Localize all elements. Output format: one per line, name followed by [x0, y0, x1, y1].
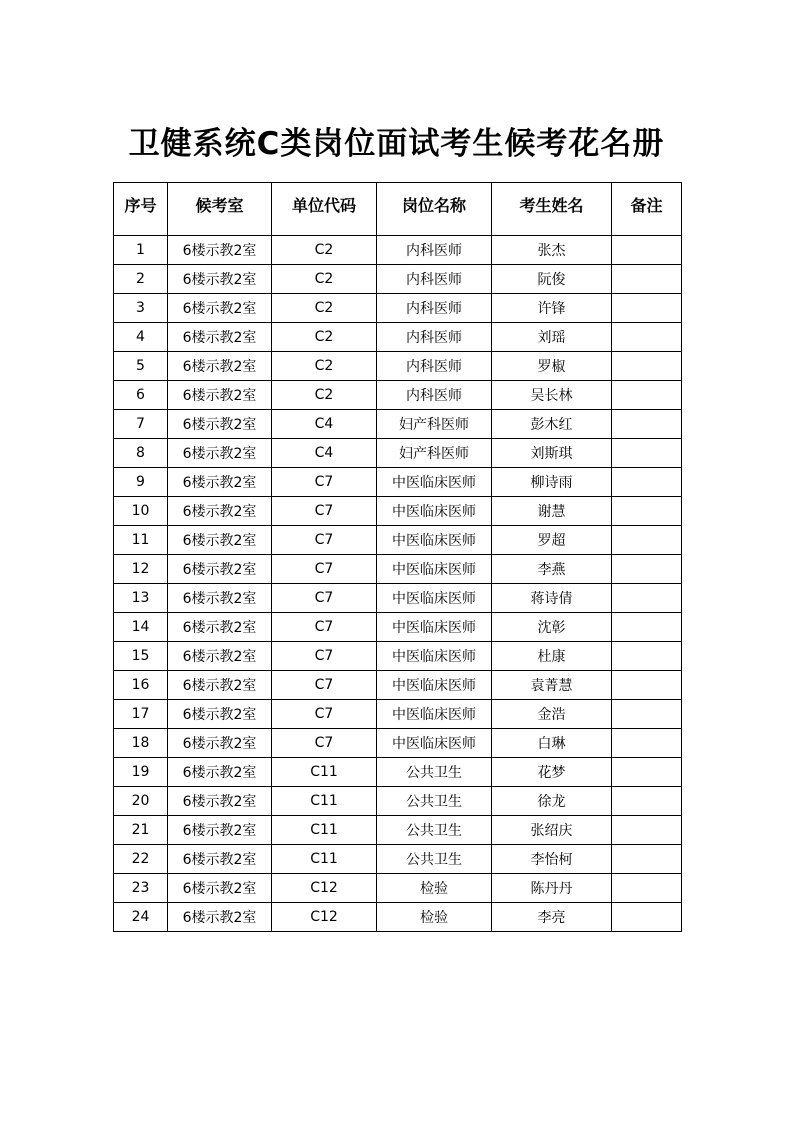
cell-room: 6楼示教2室 [168, 729, 272, 758]
cell-unit-code: C2 [272, 265, 377, 294]
cell-remarks [612, 584, 682, 613]
table-row [114, 758, 682, 787]
cell-candidate-name: 金浩 [492, 700, 612, 729]
cell-seq: 16 [114, 671, 168, 700]
cell-unit-code: C2 [272, 236, 377, 265]
table-row [114, 236, 682, 265]
cell-candidate-name: 李亮 [492, 903, 612, 932]
cell-post-name: 中医临床医师 [377, 497, 492, 526]
cell-seq: 9 [114, 468, 168, 497]
cell-candidate-name: 许锋 [492, 294, 612, 323]
cell-seq: 24 [114, 903, 168, 932]
cell-candidate-name: 彭木红 [492, 410, 612, 439]
table-header-row [114, 183, 682, 236]
cell-remarks [612, 468, 682, 497]
cell-post-name: 中医临床医师 [377, 700, 492, 729]
header-candidate: 考生姓名 [492, 183, 612, 236]
cell-seq: 21 [114, 816, 168, 845]
cell-seq: 22 [114, 845, 168, 874]
table-row [114, 352, 682, 381]
cell-unit-code: C7 [272, 526, 377, 555]
cell-post-name: 中医临床医师 [377, 468, 492, 497]
cell-seq: 4 [114, 323, 168, 352]
cell-room: 6楼示教2室 [168, 758, 272, 787]
cell-room: 6楼示教2室 [168, 410, 272, 439]
cell-seq: 11 [114, 526, 168, 555]
cell-remarks [612, 700, 682, 729]
cell-room: 6楼示教2室 [168, 903, 272, 932]
cell-post-name: 内科医师 [377, 381, 492, 410]
table-row [114, 787, 682, 816]
cell-unit-code: C7 [272, 584, 377, 613]
cell-room: 6楼示教2室 [168, 294, 272, 323]
cell-room: 6楼示教2室 [168, 874, 272, 903]
cell-seq: 12 [114, 555, 168, 584]
cell-room: 6楼示教2室 [168, 526, 272, 555]
cell-remarks [612, 555, 682, 584]
cell-unit-code: C7 [272, 468, 377, 497]
cell-unit-code: C7 [272, 700, 377, 729]
table-row [114, 526, 682, 555]
cell-remarks [612, 787, 682, 816]
cell-post-name: 中医临床医师 [377, 613, 492, 642]
cell-candidate-name: 谢慧 [492, 497, 612, 526]
table-row [114, 874, 682, 903]
cell-remarks [612, 874, 682, 903]
cell-post-name: 妇产科医师 [377, 439, 492, 468]
cell-unit-code: C2 [272, 381, 377, 410]
cell-room: 6楼示教2室 [168, 845, 272, 874]
cell-post-name: 公共卫生 [377, 816, 492, 845]
cell-candidate-name: 阮俊 [492, 265, 612, 294]
cell-post-name: 中医临床医师 [377, 584, 492, 613]
cell-seq: 1 [114, 236, 168, 265]
cell-candidate-name: 罗椒 [492, 352, 612, 381]
cell-unit-code: C2 [272, 294, 377, 323]
cell-room: 6楼示教2室 [168, 642, 272, 671]
cell-remarks [612, 410, 682, 439]
cell-remarks [612, 903, 682, 932]
table-row [114, 729, 682, 758]
header-room: 候考室 [168, 183, 272, 236]
cell-post-name: 公共卫生 [377, 758, 492, 787]
cell-candidate-name: 罗超 [492, 526, 612, 555]
cell-remarks [612, 381, 682, 410]
cell-post-name: 中医临床医师 [377, 729, 492, 758]
cell-candidate-name: 杜康 [492, 642, 612, 671]
cell-candidate-name: 徐龙 [492, 787, 612, 816]
cell-remarks [612, 642, 682, 671]
cell-remarks [612, 758, 682, 787]
cell-unit-code: C7 [272, 497, 377, 526]
cell-unit-code: C11 [272, 758, 377, 787]
document-title: 卫健系统C类岗位面试考生候考花名册 [128, 126, 665, 162]
table-row [114, 642, 682, 671]
cell-candidate-name: 刘斯琪 [492, 439, 612, 468]
cell-unit-code: C7 [272, 729, 377, 758]
cell-unit-code: C4 [272, 410, 377, 439]
cell-unit-code: C2 [272, 323, 377, 352]
table-row [114, 497, 682, 526]
cell-remarks [612, 497, 682, 526]
cell-candidate-name: 吴长林 [492, 381, 612, 410]
cell-room: 6楼示教2室 [168, 700, 272, 729]
cell-post-name: 中医临床医师 [377, 526, 492, 555]
cell-unit-code: C12 [272, 903, 377, 932]
cell-seq: 19 [114, 758, 168, 787]
cell-seq: 23 [114, 874, 168, 903]
cell-unit-code: C7 [272, 671, 377, 700]
table-row [114, 671, 682, 700]
cell-candidate-name: 花梦 [492, 758, 612, 787]
cell-room: 6楼示教2室 [168, 352, 272, 381]
cell-seq: 20 [114, 787, 168, 816]
cell-unit-code: C7 [272, 555, 377, 584]
table-row [114, 439, 682, 468]
cell-post-name: 内科医师 [377, 323, 492, 352]
cell-post-name: 内科医师 [377, 294, 492, 323]
table-row [114, 410, 682, 439]
cell-remarks [612, 439, 682, 468]
cell-seq: 10 [114, 497, 168, 526]
table-row [114, 294, 682, 323]
cell-candidate-name: 蒋诗倩 [492, 584, 612, 613]
cell-post-name: 检验 [377, 903, 492, 932]
cell-candidate-name: 白琳 [492, 729, 612, 758]
cell-unit-code: C4 [272, 439, 377, 468]
cell-candidate-name: 李怡柯 [492, 845, 612, 874]
header-remarks: 备注 [612, 183, 682, 236]
cell-seq: 7 [114, 410, 168, 439]
candidate-roster-table [113, 182, 682, 932]
cell-candidate-name: 柳诗雨 [492, 468, 612, 497]
table-row [114, 555, 682, 584]
cell-seq: 3 [114, 294, 168, 323]
cell-room: 6楼示教2室 [168, 613, 272, 642]
cell-unit-code: C11 [272, 787, 377, 816]
cell-remarks [612, 236, 682, 265]
table-row [114, 584, 682, 613]
cell-post-name: 中医临床医师 [377, 555, 492, 584]
cell-seq: 15 [114, 642, 168, 671]
cell-room: 6楼示教2室 [168, 555, 272, 584]
cell-seq: 8 [114, 439, 168, 468]
cell-room: 6楼示教2室 [168, 671, 272, 700]
cell-candidate-name: 刘瑶 [492, 323, 612, 352]
cell-remarks [612, 845, 682, 874]
cell-candidate-name: 李燕 [492, 555, 612, 584]
cell-room: 6楼示教2室 [168, 787, 272, 816]
table-row [114, 323, 682, 352]
cell-unit-code: C11 [272, 816, 377, 845]
cell-unit-code: C11 [272, 845, 377, 874]
cell-room: 6楼示教2室 [168, 265, 272, 294]
cell-post-name: 公共卫生 [377, 787, 492, 816]
cell-remarks [612, 352, 682, 381]
table-row [114, 613, 682, 642]
cell-seq: 13 [114, 584, 168, 613]
cell-post-name: 公共卫生 [377, 845, 492, 874]
cell-unit-code: C7 [272, 642, 377, 671]
cell-room: 6楼示教2室 [168, 439, 272, 468]
cell-room: 6楼示教2室 [168, 816, 272, 845]
cell-post-name: 内科医师 [377, 236, 492, 265]
table-row [114, 381, 682, 410]
cell-remarks [612, 526, 682, 555]
cell-seq: 14 [114, 613, 168, 642]
table-row [114, 265, 682, 294]
cell-candidate-name: 沈彰 [492, 613, 612, 642]
cell-post-name: 内科医师 [377, 352, 492, 381]
cell-seq: 18 [114, 729, 168, 758]
cell-unit-code: C12 [272, 874, 377, 903]
table-row [114, 816, 682, 845]
cell-post-name: 中医临床医师 [377, 671, 492, 700]
table-body [114, 236, 682, 932]
cell-post-name: 中医临床医师 [377, 642, 492, 671]
cell-candidate-name: 张杰 [492, 236, 612, 265]
cell-post-name: 检验 [377, 874, 492, 903]
cell-remarks [612, 265, 682, 294]
cell-remarks [612, 323, 682, 352]
cell-remarks [612, 729, 682, 758]
cell-unit-code: C7 [272, 613, 377, 642]
cell-candidate-name: 袁菁慧 [492, 671, 612, 700]
cell-room: 6楼示教2室 [168, 381, 272, 410]
cell-candidate-name: 张绍庆 [492, 816, 612, 845]
cell-remarks [612, 294, 682, 323]
cell-room: 6楼示教2室 [168, 468, 272, 497]
header-seq: 序号 [114, 183, 168, 236]
cell-seq: 5 [114, 352, 168, 381]
table-row [114, 468, 682, 497]
cell-post-name: 内科医师 [377, 265, 492, 294]
cell-room: 6楼示教2室 [168, 236, 272, 265]
cell-room: 6楼示教2室 [168, 323, 272, 352]
table-row [114, 700, 682, 729]
cell-seq: 17 [114, 700, 168, 729]
cell-room: 6楼示教2室 [168, 497, 272, 526]
cell-candidate-name: 陈丹丹 [492, 874, 612, 903]
cell-seq: 6 [114, 381, 168, 410]
cell-seq: 2 [114, 265, 168, 294]
table-row [114, 845, 682, 874]
header-post-name: 岗位名称 [377, 183, 492, 236]
cell-remarks [612, 671, 682, 700]
cell-post-name: 妇产科医师 [377, 410, 492, 439]
cell-unit-code: C2 [272, 352, 377, 381]
cell-room: 6楼示教2室 [168, 584, 272, 613]
header-unit-code: 单位代码 [272, 183, 377, 236]
cell-remarks [612, 816, 682, 845]
table-row [114, 903, 682, 932]
cell-remarks [612, 613, 682, 642]
